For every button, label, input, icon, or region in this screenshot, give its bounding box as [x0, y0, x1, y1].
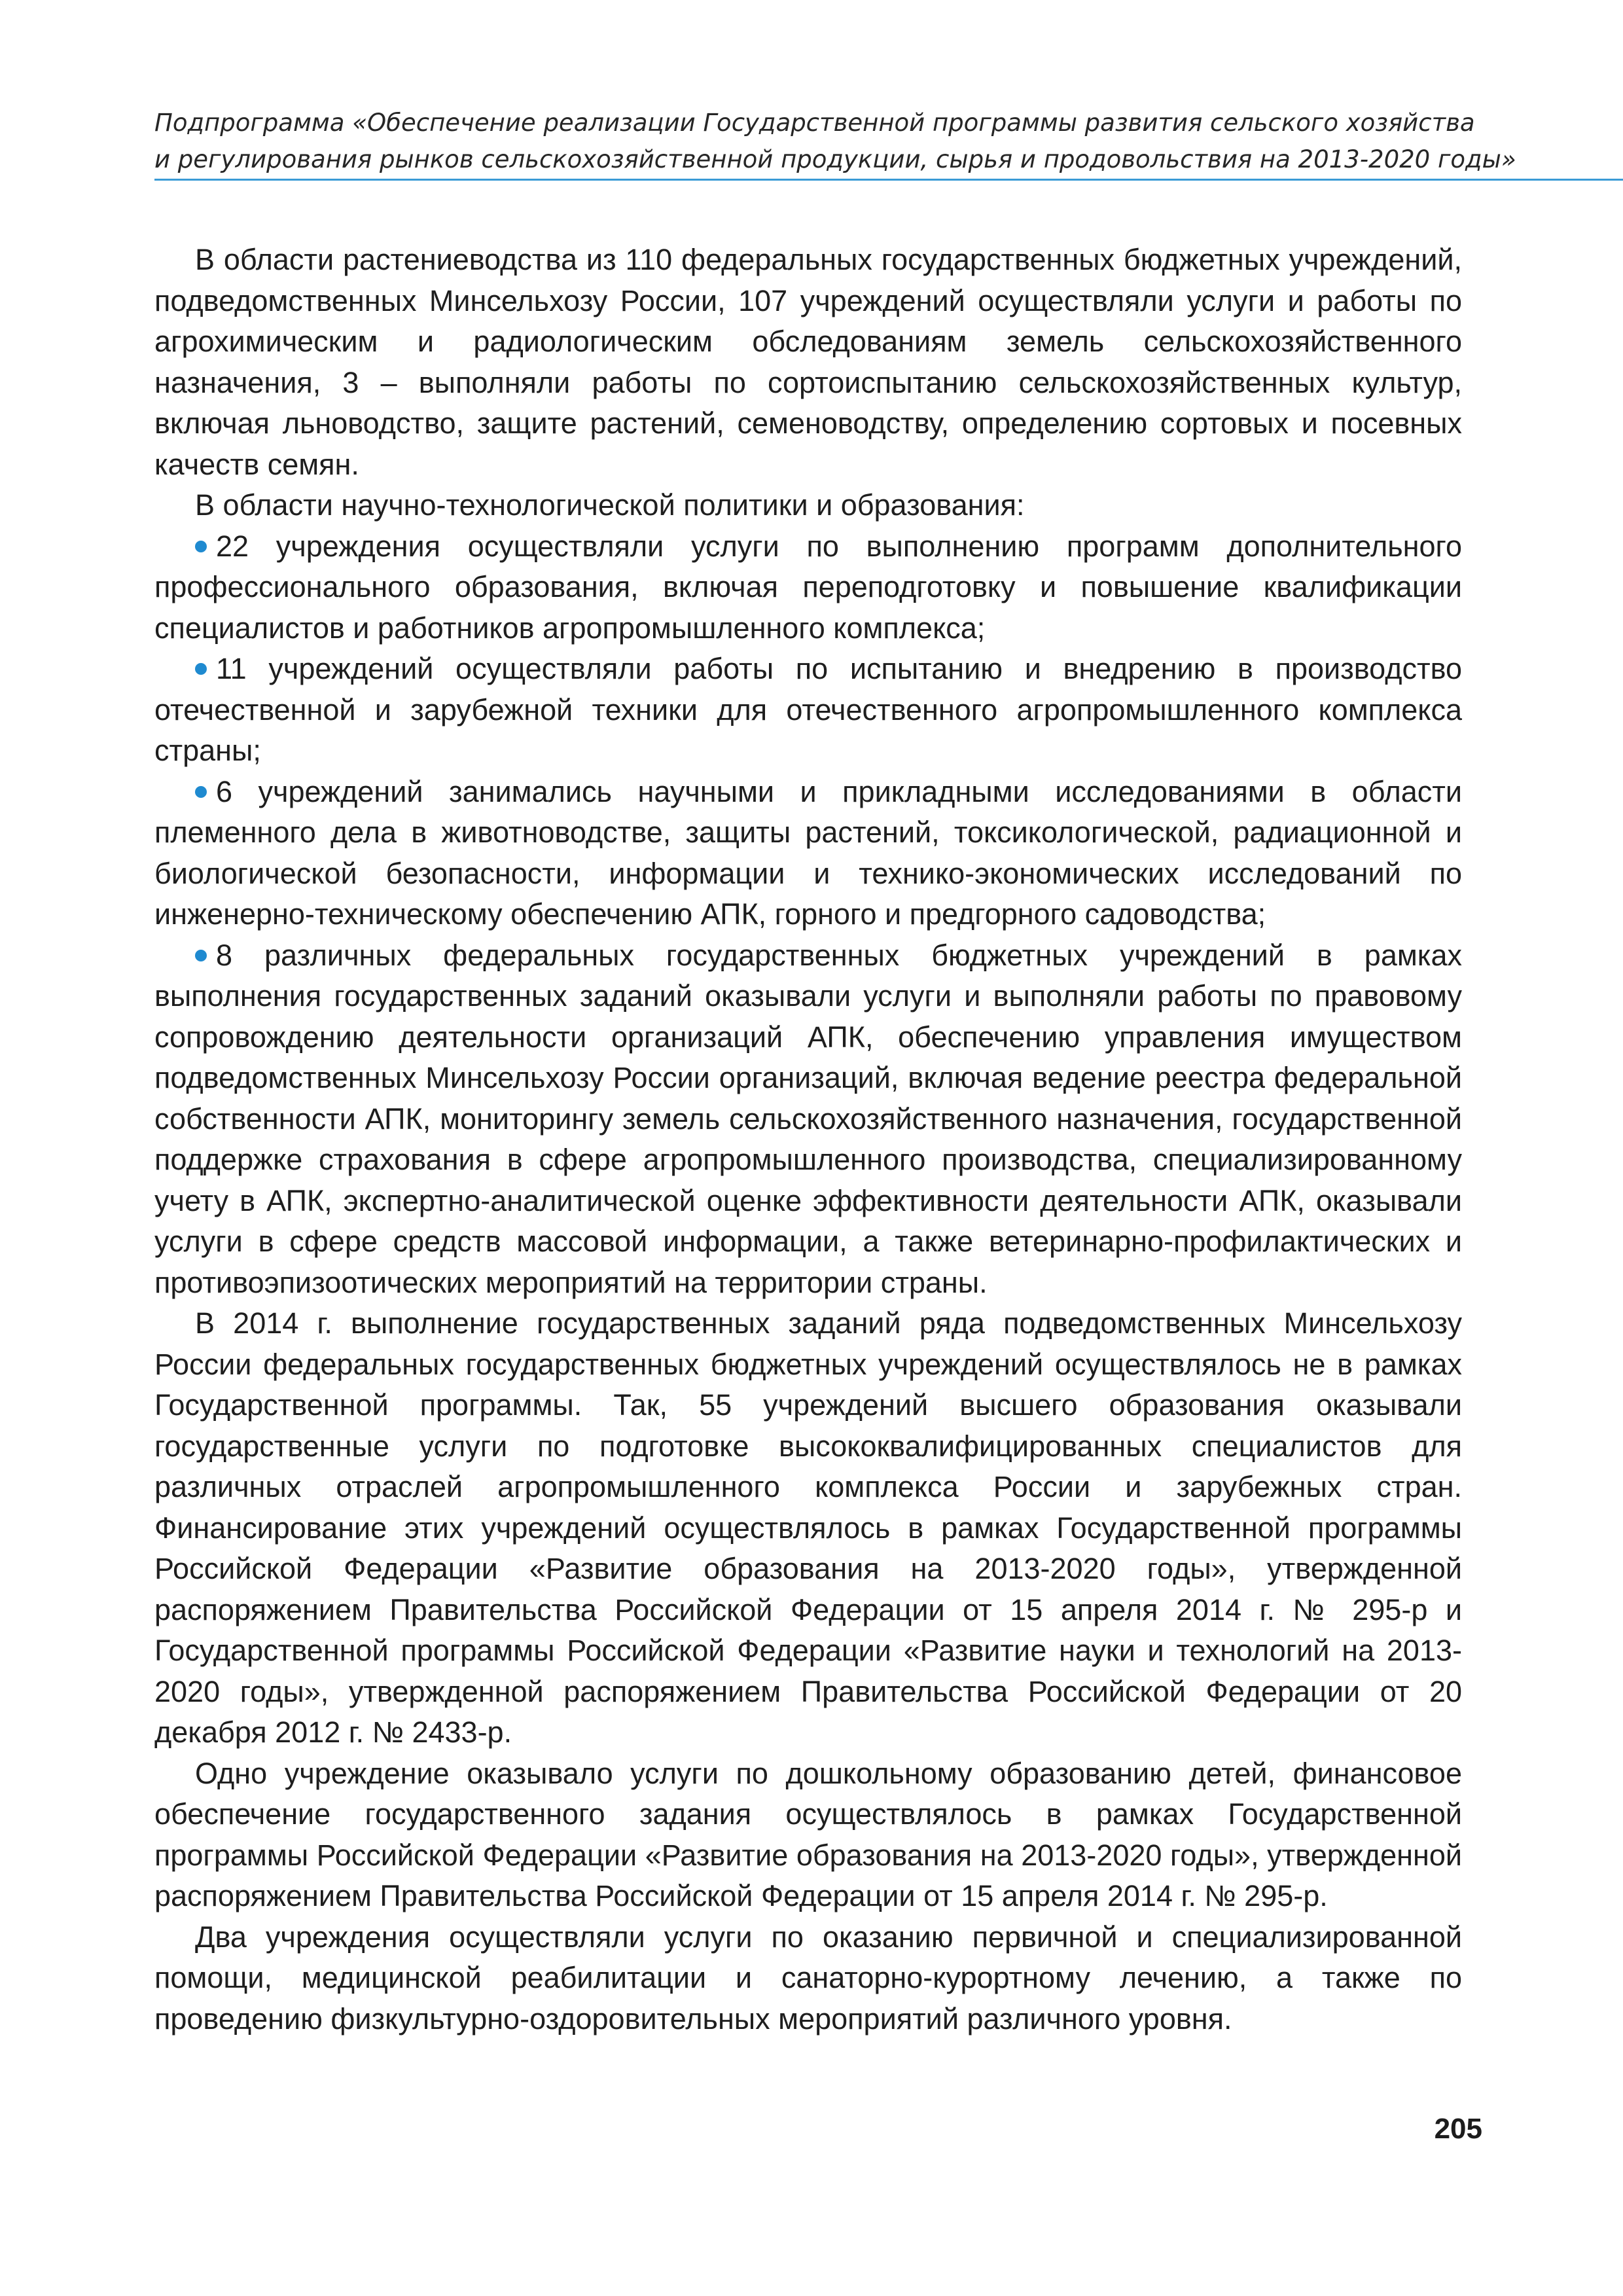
running-header-line-1: Подпрограмма «Обеспечение реализации Государственной программы развития сельского хозяйства [154, 109, 1475, 137]
bullet-dot-icon [195, 950, 207, 961]
bullet-item-machinery [154, 649, 1462, 772]
bullet-text: 11 учреждений осуществляли работы по испытанию и внедрению в производство отечественной и зарубежной техники для отечественного агропромышленного комплекса страны; [154, 652, 1462, 767]
paragraph-2014-tasks: В 2014 г. выполнение государственных заданий ряда подведомственных Минсельхозу России федеральных государственных бюджетных учреждений осуществлялось не в рамках Государственной программы. Так, 55 учреждений высшего образования оказывали государственные услуги по подготовке высококвалифицированных специалистов для различных отраслей агропромышленного комплекса России и зарубежных стран. Финансирование этих учреждений осуществлялось в рамках Государственной программы Российской Федерации «Развитие образования на 2013-2020 годы», утвержденной распоряжением Правительства Российской Федерации от 15 апреля 2014 г. № 295-р и Государственной программы Российской Федерации «Развитие науки и технологий на 2013-2020 годы», утвержденной распоряжением Правительства Российской Федерации от 20 декабря 2012 г. № 2433-р. [154, 1306, 1462, 1749]
paragraph-medical: Два учреждения осуществляли услуги по оказанию первичной и специализированной помощи, медицинской реабилитации и санаторно-курортному лечению, а также по проведению физкультурно-оздоровительных мероприятий различного уровня. [154, 1920, 1462, 2036]
page-number: 205 [1434, 2113, 1482, 2145]
bullet-text: 8 различных федеральных государственных бюджетных учреждений в рамках выполнения государственных заданий оказывали услуги и выполняли работы по правовому сопровождению деятельности организаций АПК, обеспечению управления имуществом подведомственных Минсельхозу России организаций, включая ведение реестра федеральной собственности АПК, мониторингу земель сельскохозяйственного назначения, государственной поддержке страхования в сфере агропромышленного производства, специализированному учету в АПК, экспертно-аналитической оценке эффективности деятельности АПК, оказывали услуги в сфере средств массовой информации, а также ветеринарно-профилактических и противоэпизоотических мероприятий на территории страны. [154, 938, 1462, 1299]
running-header [154, 105, 1516, 178]
bullet-text: 6 учреждений занимались научными и прикладными исследованиями в области племенного дела в животноводстве, защиты растений, токсикологической, радиационной и биологической безопасности, информации и технико-экономических исследований по инженерно-техническому обеспечению АПК, горного и предгорного садоводства; [154, 774, 1462, 931]
bullet-dot-icon [195, 786, 207, 798]
bullet-dot-icon [195, 541, 207, 552]
running-header-line-2: и регулирования рынков сельскохозяйственной продукции, сырья и продовольствия на 2013-2020 годы» [154, 145, 1516, 173]
bullet-dot-icon [195, 663, 207, 675]
main-text [154, 240, 1462, 2039]
bullet-text: 22 учреждения осуществляли услуги по выполнению программ дополнительного профессионального образования, включая переподготовку и повышение квалификации специалистов и работников агропромышленного комплекса; [154, 529, 1462, 645]
bullet-item-training [154, 526, 1462, 649]
paragraph-preschool: Одно учреждение оказывало услуги по дошкольному образованию детей, финансовое обеспечение государственного задания осуществлялось в рамках Государственной программы Российской Федерации «Развитие образования на 2013-2020 годы», утвержденной распоряжением Правительства Российской Федерации от 15 апреля 2014 г. № 295-р. [154, 1756, 1462, 1912]
bullet-item-research [154, 772, 1462, 935]
paragraph-crop-production: В области растениеводства из 110 федеральных государственных бюджетных учреждений, подведомственных Минсельхозу России, 107 учреждений осуществляли услуги и работы по агрохимическим и радиологическим обследованиям земель сельскохозяйственного назначения, 3 – выполняли работы по сортоиспытанию сельскохозяйственных культур, включая льноводство, защите растений, семеноводству, определению сортовых и посевных качеств семян. [154, 243, 1462, 481]
paragraph-science-education-intro: В области научно-технологической политики и образования: [195, 488, 1025, 522]
bullet-item-various [154, 935, 1462, 1304]
header-divider [154, 179, 1623, 181]
